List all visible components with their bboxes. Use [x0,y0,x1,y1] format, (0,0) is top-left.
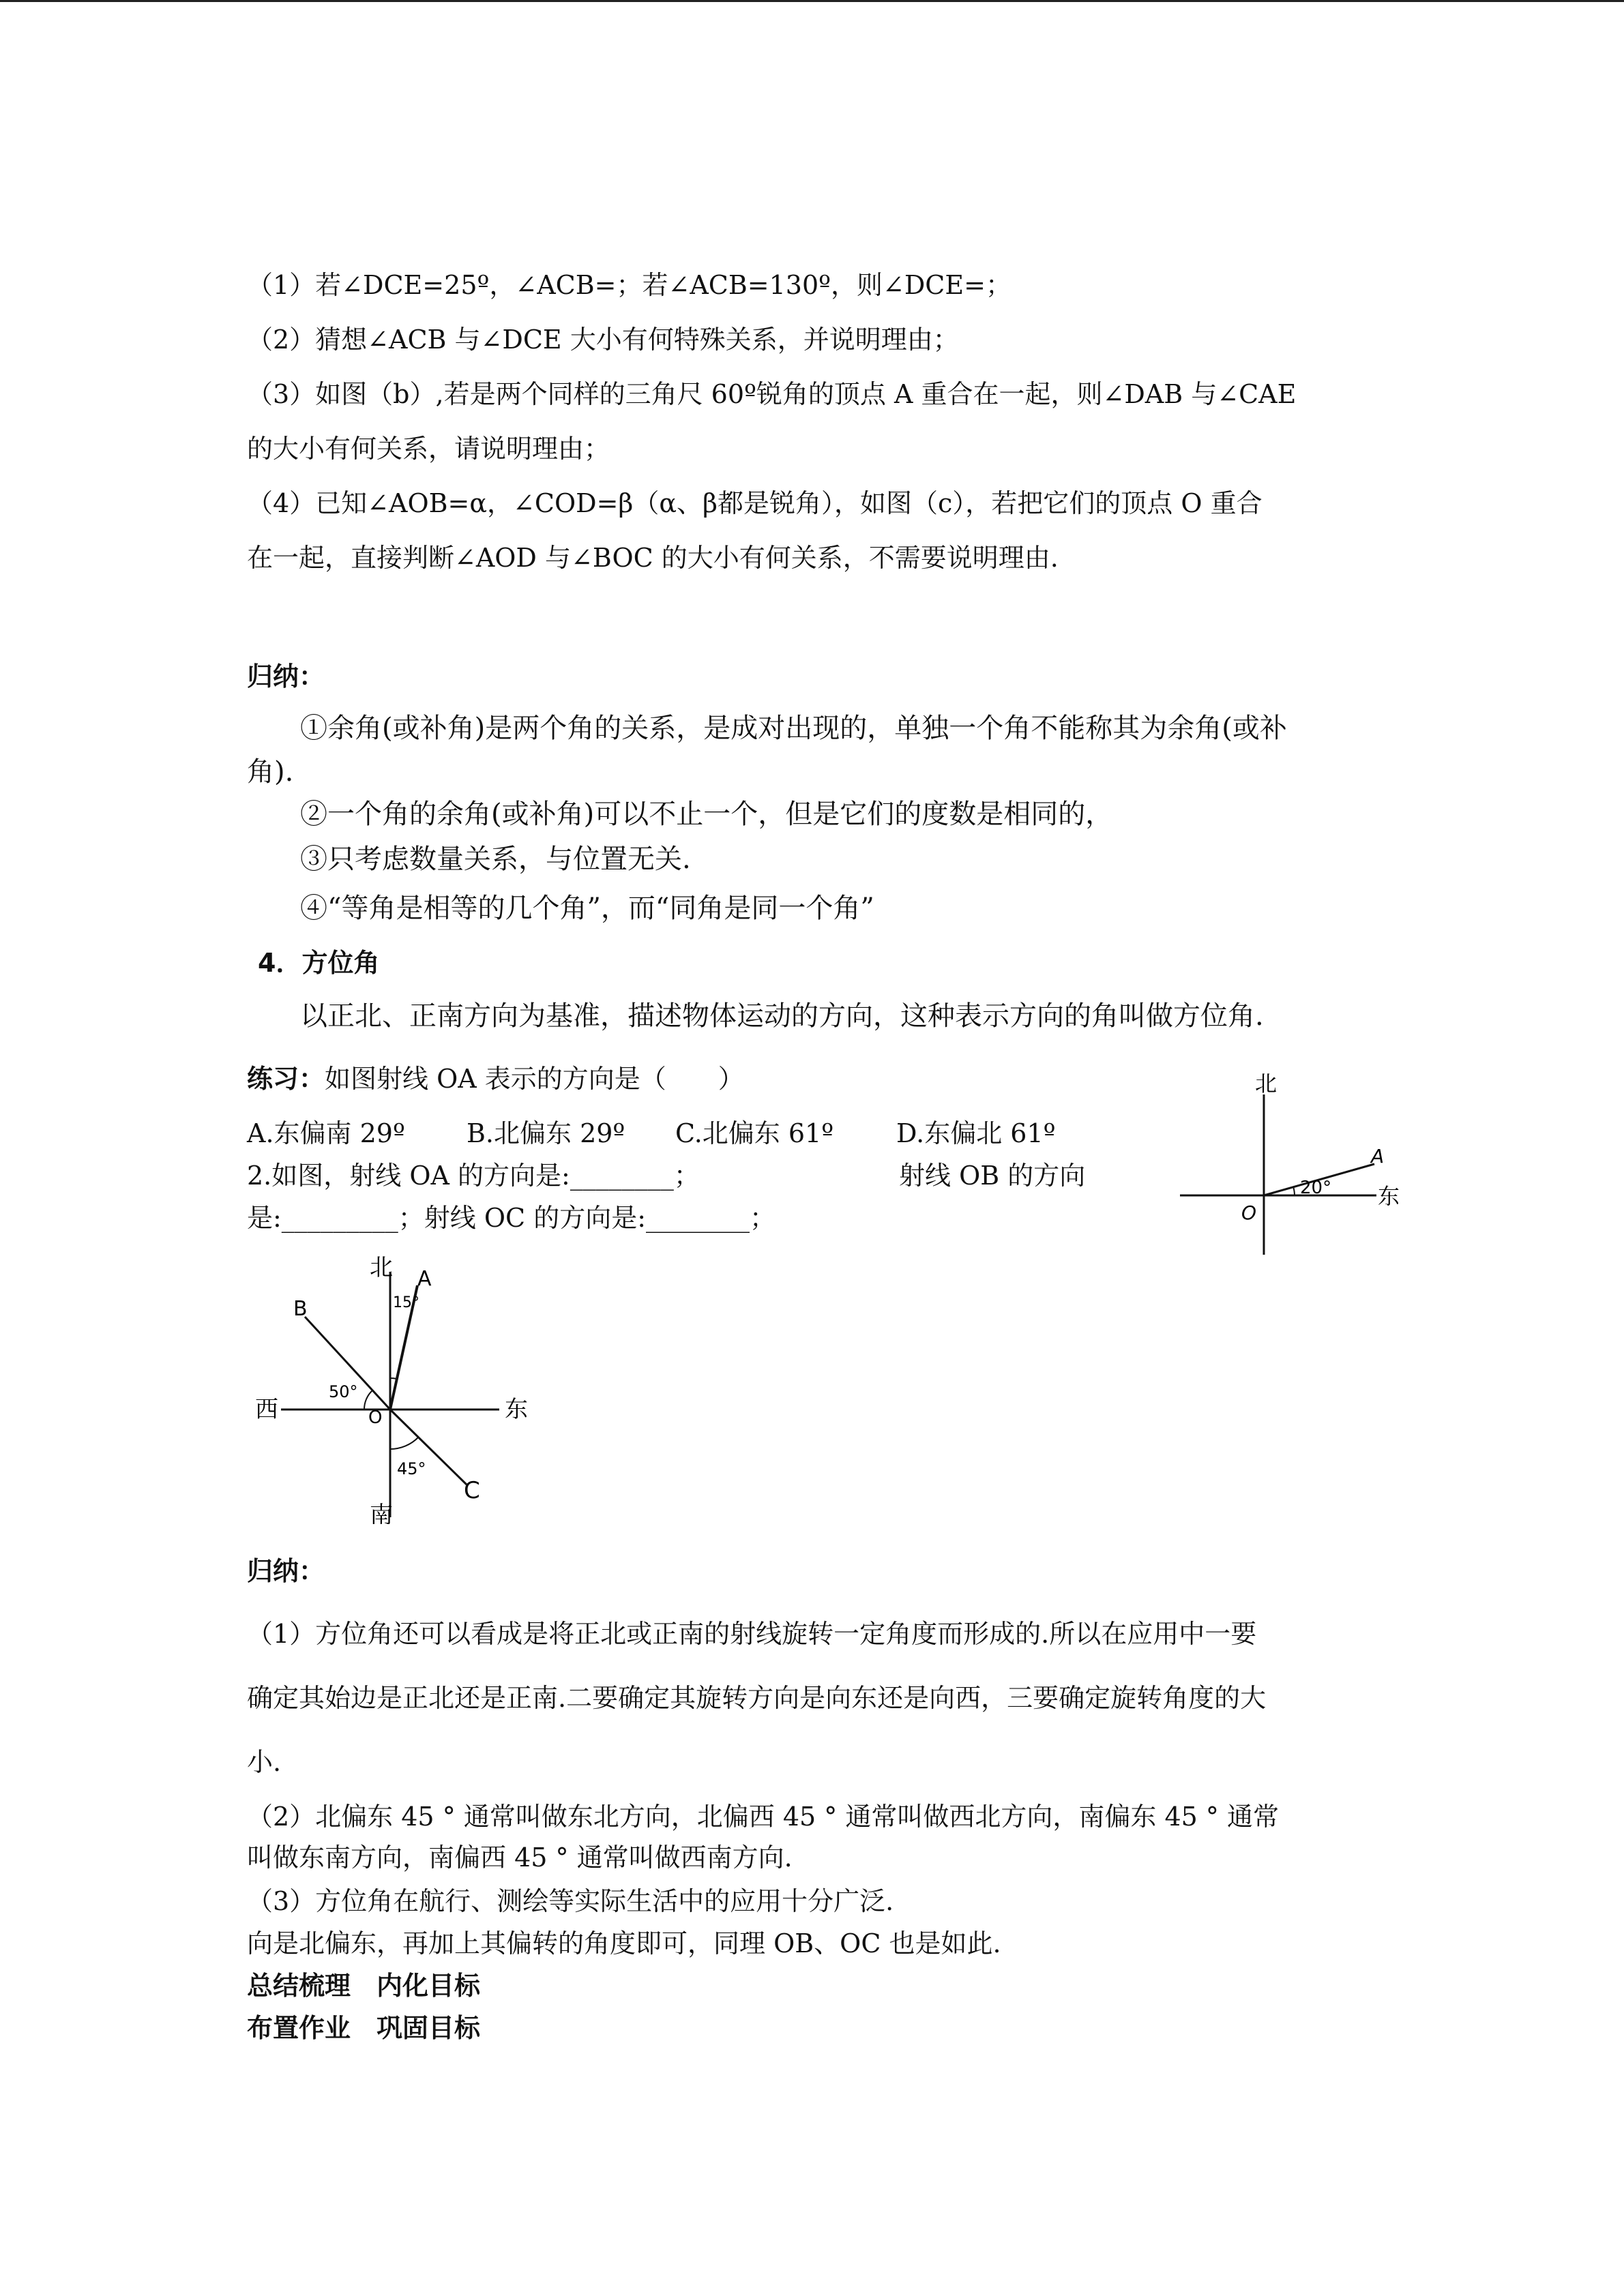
north-label: 北 [1255,1071,1278,1097]
ray-a-label: A [417,1267,432,1291]
question-2: （2）猜想∠ACB 与∠DCE 大小有何特殊关系，并说明理由； [247,325,959,355]
closing-line-1: 总结梳理 内化目标 [247,1971,481,2001]
summary-item-3: ③只考虑数量关系，与位置无关. [300,844,691,875]
origin-label: O [368,1407,383,1428]
exercise-label: 练习： [247,1064,325,1094]
exercise-option-c: C.北偏东 61º [675,1118,834,1148]
summary2-item-1-line-2: 确定其始边是正北还是正南.二要确定其旋转方向是向东还是向西，三要确定旋转角度的大 [247,1683,1267,1713]
angle-label: 20° [1300,1178,1332,1198]
section-4-title: 4．方位角 [258,948,380,978]
exercise-question-text: 如图射线 OA 表示的方向是（ ） [325,1064,744,1094]
angle-b-label: 50° [329,1382,358,1401]
question-3-line-2: 的大小有何关系，请说明理由； [247,434,610,464]
summary2-item-3: （3）方位角在航行、测绘等实际生活中的应用十分广泛. [247,1886,894,1916]
summary2-item-4: 向是北偏东，再加上其偏转的角度即可，同理 OB、OC 也是如此. [247,1928,1001,1958]
section-4-definition: 以正北、正南方向为基准，描述物体运动的方向，这种表示方向的角叫做方位角. [300,1000,1264,1032]
exercise-question [247,1064,744,1095]
angle-a-label: 15° [393,1294,419,1311]
angle-c-arc [390,1437,418,1449]
question-3-line-1: （3）如图（b）,若是两个同样的三角尺 60º锐角的顶点 A 重合在一起，则∠DAB 与∠CAE [247,379,1297,409]
exercise-q2-line-1a: 2.如图，射线 OA 的方向是:________； [247,1161,700,1191]
exercise-option-b: B.北偏东 29º [467,1118,625,1148]
exercise-q2-line-1b: 射线 OB 的方向 [899,1161,1086,1191]
origin-label: O [1241,1202,1257,1224]
exercise-option-a: A.东偏南 29º [247,1118,405,1148]
ray-b-label: B [293,1297,308,1321]
summary2-item-1-line-3: 小. [247,1747,282,1777]
summary-heading-1: 归纳： [247,661,325,691]
west-label: 西 [255,1396,278,1423]
summary-item-4: ④“等角是相等的几个角”，而“同角是同一个角” [300,893,874,924]
summary-item-1-line-2: 角). [247,756,294,788]
east-label: 东 [1378,1183,1400,1209]
ray-c-label: C [464,1477,480,1504]
south-label: 南 [370,1502,393,1524]
question-4-line-2: 在一起，直接判断∠AOD 与∠BOC 的大小有何关系，不需要说明理由. [247,543,1059,573]
angle-b-arc [364,1390,372,1410]
angle-arc [1293,1187,1295,1195]
ray-a-label: A [1371,1145,1385,1167]
summary-heading-2: 归纳： [247,1556,325,1586]
summary2-item-1-line-1: （1）方位角还可以看成是将正北或正南的射线旋转一定角度而形成的.所以在应用中一要 [247,1619,1257,1649]
compass-figure-1 [1173,1071,1419,1262]
compass-figure-2 [247,1251,547,1524]
question-1: （1）若∠DCE=25º，∠ACB=；若∠ACB=130º，则∠DCE=； [247,270,1012,300]
east-label: 东 [505,1396,528,1423]
exercise-q2-line-2: 是:_________；射线 OC 的方向是:________； [247,1203,776,1233]
closing-line-2: 布置作业 巩固目标 [247,2013,481,2043]
summary2-item-2-line-2: 叫做东南方向，南偏西 45 ° 通常叫做西南方向. [247,1843,793,1873]
angle-c-label: 45° [397,1459,426,1478]
north-label: 北 [370,1254,393,1281]
summary-item-2: ②一个角的余角(或补角)可以不止一个，但是它们的度数是相同的， [300,799,1113,830]
exercise-option-d: D.东偏北 61º [896,1118,1056,1148]
question-4-line-1: （4）已知∠AOB=α，∠COD=β（α、β都是锐角），如图（c），若把它们的顶点 O 重合 [247,488,1263,518]
angle-a-arc [390,1378,397,1379]
summary2-item-2-line-1: （2）北偏东 45 ° 通常叫做东北方向，北偏西 45 ° 通常叫做西北方向，南偏东 45 ° 通常 [247,1802,1279,1832]
page-top-border [0,0,1624,2]
summary-item-1-line-1: ①余角(或补角)是两个角的关系，是成对出现的，单独一个角不能称其为余角(或补 [300,713,1287,744]
